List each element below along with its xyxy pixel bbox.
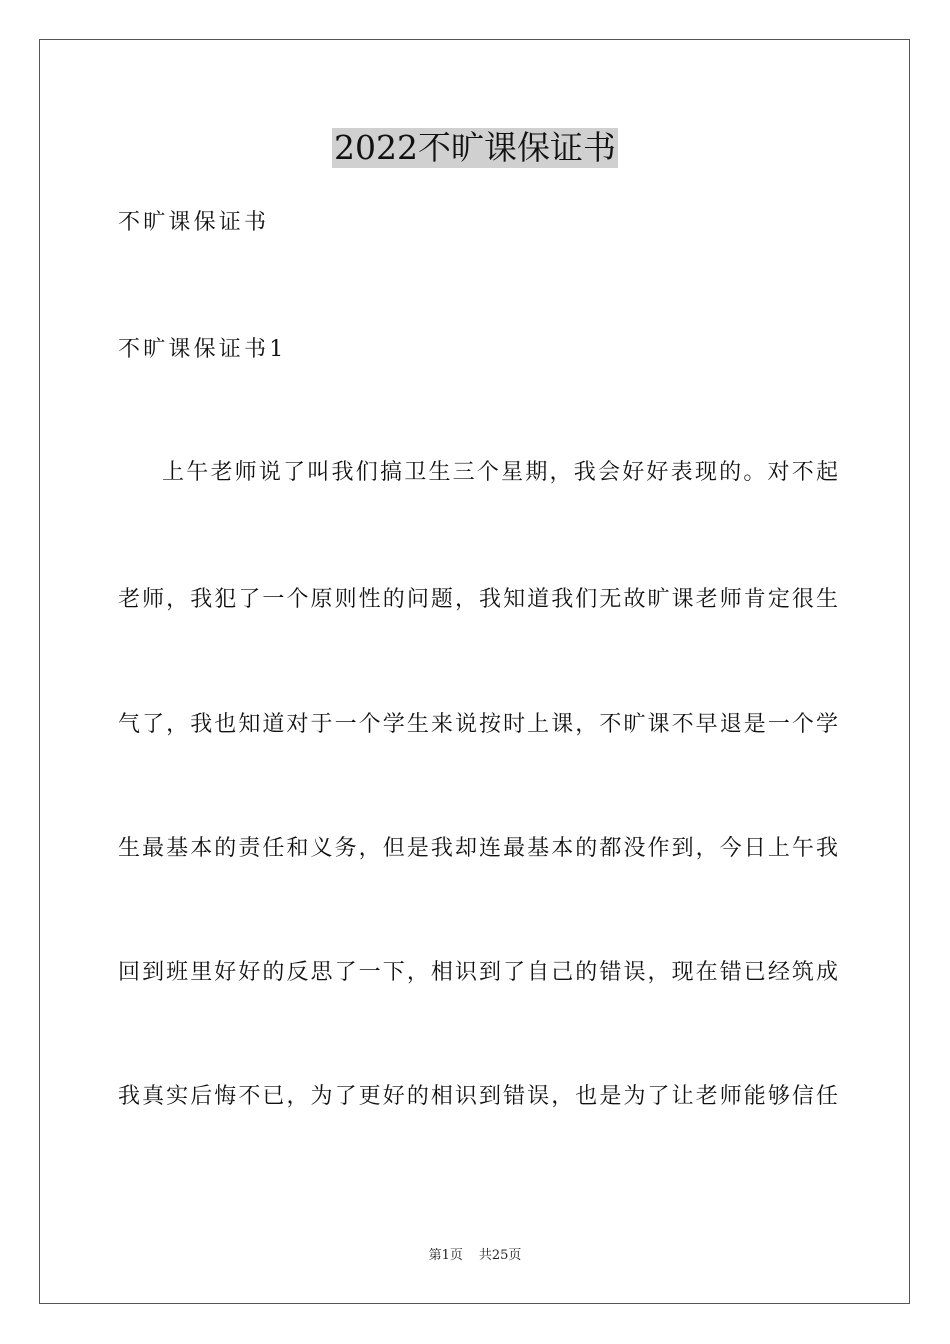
body-line: 我真实后悔不已，为了更好的相识到错误，也是为了让老师能够信任 (118, 1084, 838, 1109)
body-line: 生最基本的责任和义务，但是我却连最基本的都没作到，今日上午我 (118, 836, 838, 861)
document-title: 2022不旷课保证书 (334, 128, 616, 167)
page-footer (0, 1247, 950, 1265)
section-heading: 不旷课保证书1 (118, 337, 287, 362)
page-total: 共25页 (478, 1248, 522, 1263)
body-line: 上午老师说了叫我们搞卫生三个星期，我会好好表现的。对不起 (162, 460, 838, 485)
title-container (0, 128, 950, 168)
page-number: 第1页 (428, 1248, 463, 1263)
document-subtitle: 不旷课保证书 (118, 210, 270, 235)
body-line: 老师，我犯了一个原则性的问题，我知道我们无故旷课老师肯定很生 (118, 587, 838, 612)
body-line: 气了，我也知道对于一个学生来说按时上课，不旷课不早退是一个学 (118, 712, 838, 737)
body-line: 回到班里好好的反思了一下，相识到了自己的错误，现在错已经筑成 (118, 960, 838, 985)
